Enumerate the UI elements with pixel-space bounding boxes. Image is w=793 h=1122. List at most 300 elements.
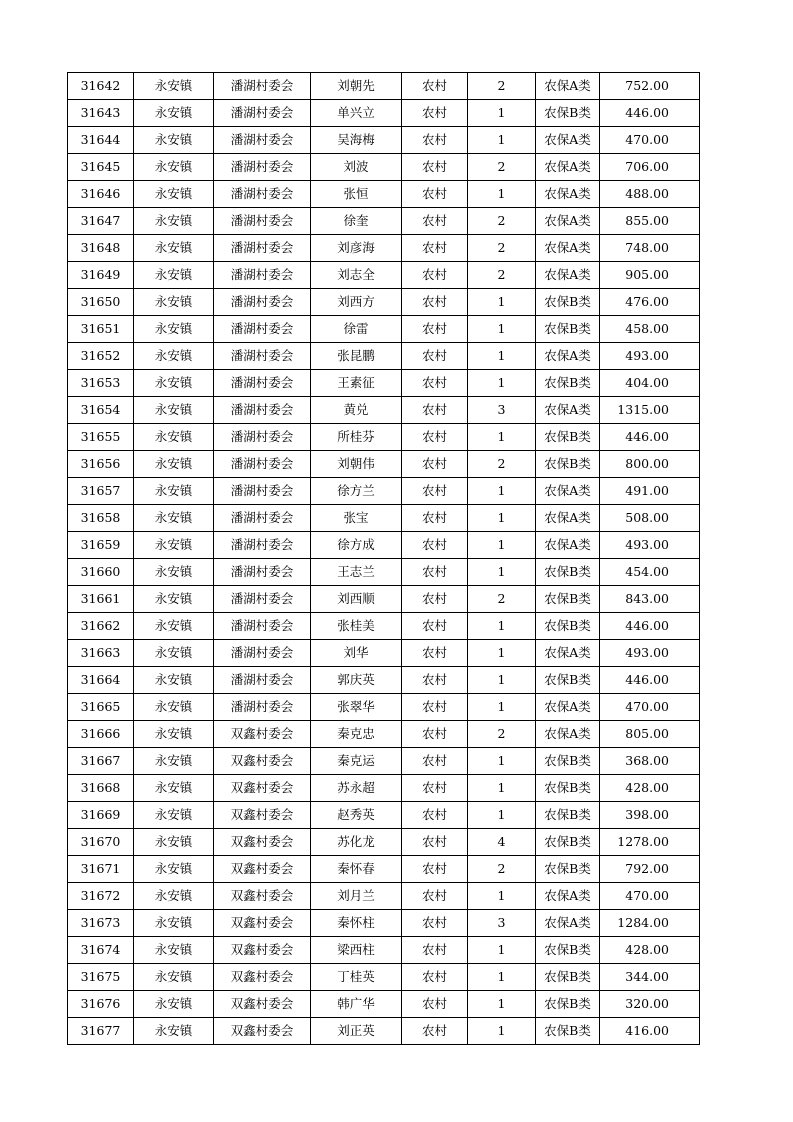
serial-number-cell: 31677 (68, 1018, 134, 1045)
household-type-cell: 农村 (402, 1018, 468, 1045)
town-cell: 永安镇 (134, 424, 214, 451)
village-committee-cell: 潘湖村委会 (214, 73, 311, 100)
person-count-cell: 2 (468, 154, 536, 181)
name-cell: 所桂芬 (311, 424, 402, 451)
serial-number-cell: 31645 (68, 154, 134, 181)
serial-number-cell: 31642 (68, 73, 134, 100)
household-type-cell: 农村 (402, 883, 468, 910)
table-row (68, 505, 700, 532)
amount-cell: 446.00 (600, 424, 700, 451)
town-cell: 永安镇 (134, 154, 214, 181)
amount-cell: 428.00 (600, 775, 700, 802)
town-cell: 永安镇 (134, 883, 214, 910)
village-committee-cell: 潘湖村委会 (214, 397, 311, 424)
serial-number-cell: 31666 (68, 721, 134, 748)
town-cell: 永安镇 (134, 964, 214, 991)
person-count-cell: 1 (468, 316, 536, 343)
serial-number-cell: 31662 (68, 613, 134, 640)
household-type-cell: 农村 (402, 343, 468, 370)
category-cell: 农保A类 (536, 343, 600, 370)
village-committee-cell: 潘湖村委会 (214, 154, 311, 181)
household-type-cell: 农村 (402, 154, 468, 181)
category-cell: 农保B类 (536, 370, 600, 397)
village-committee-cell: 潘湖村委会 (214, 343, 311, 370)
serial-number-cell: 31652 (68, 343, 134, 370)
amount-cell: 792.00 (600, 856, 700, 883)
town-cell: 永安镇 (134, 829, 214, 856)
category-cell: 农保A类 (536, 910, 600, 937)
amount-cell: 1284.00 (600, 910, 700, 937)
table-row (68, 1018, 700, 1045)
name-cell: 郭庆英 (311, 667, 402, 694)
serial-number-cell: 31654 (68, 397, 134, 424)
table-row (68, 775, 700, 802)
town-cell: 永安镇 (134, 73, 214, 100)
household-type-cell: 农村 (402, 181, 468, 208)
amount-cell: 344.00 (600, 964, 700, 991)
serial-number-cell: 31661 (68, 586, 134, 613)
category-cell: 农保A类 (536, 505, 600, 532)
village-committee-cell: 潘湖村委会 (214, 640, 311, 667)
amount-cell: 398.00 (600, 802, 700, 829)
town-cell: 永安镇 (134, 343, 214, 370)
category-cell: 农保A类 (536, 181, 600, 208)
name-cell: 梁西柱 (311, 937, 402, 964)
table-row (68, 478, 700, 505)
town-cell: 永安镇 (134, 370, 214, 397)
amount-cell: 843.00 (600, 586, 700, 613)
village-committee-cell: 潘湖村委会 (214, 424, 311, 451)
household-type-cell: 农村 (402, 964, 468, 991)
person-count-cell: 1 (468, 100, 536, 127)
category-cell: 农保A类 (536, 235, 600, 262)
household-type-cell: 农村 (402, 451, 468, 478)
amount-cell: 493.00 (600, 343, 700, 370)
town-cell: 永安镇 (134, 478, 214, 505)
table-row (68, 694, 700, 721)
household-type-cell: 农村 (402, 127, 468, 154)
serial-number-cell: 31644 (68, 127, 134, 154)
person-count-cell: 3 (468, 397, 536, 424)
town-cell: 永安镇 (134, 316, 214, 343)
table-body (68, 73, 700, 1045)
table-row (68, 370, 700, 397)
table-row (68, 964, 700, 991)
serial-number-cell: 31647 (68, 208, 134, 235)
name-cell: 秦克运 (311, 748, 402, 775)
person-count-cell: 2 (468, 73, 536, 100)
village-committee-cell: 潘湖村委会 (214, 478, 311, 505)
household-type-cell: 农村 (402, 829, 468, 856)
amount-cell: 752.00 (600, 73, 700, 100)
town-cell: 永安镇 (134, 586, 214, 613)
serial-number-cell: 31665 (68, 694, 134, 721)
town-cell: 永安镇 (134, 856, 214, 883)
household-type-cell: 农村 (402, 289, 468, 316)
village-committee-cell: 双鑫村委会 (214, 883, 311, 910)
table-row (68, 829, 700, 856)
town-cell: 永安镇 (134, 775, 214, 802)
person-count-cell: 1 (468, 1018, 536, 1045)
table-row (68, 748, 700, 775)
amount-cell: 320.00 (600, 991, 700, 1018)
town-cell: 永安镇 (134, 613, 214, 640)
household-type-cell: 农村 (402, 559, 468, 586)
village-committee-cell: 潘湖村委会 (214, 451, 311, 478)
amount-cell: 470.00 (600, 127, 700, 154)
village-committee-cell: 潘湖村委会 (214, 100, 311, 127)
serial-number-cell: 31673 (68, 910, 134, 937)
household-type-cell: 农村 (402, 208, 468, 235)
table-row (68, 262, 700, 289)
person-count-cell: 1 (468, 505, 536, 532)
amount-cell: 454.00 (600, 559, 700, 586)
town-cell: 永安镇 (134, 910, 214, 937)
town-cell: 永安镇 (134, 262, 214, 289)
serial-number-cell: 31674 (68, 937, 134, 964)
serial-number-cell: 31667 (68, 748, 134, 775)
village-committee-cell: 双鑫村委会 (214, 721, 311, 748)
amount-cell: 493.00 (600, 532, 700, 559)
household-type-cell: 农村 (402, 370, 468, 397)
serial-number-cell: 31672 (68, 883, 134, 910)
person-count-cell: 1 (468, 127, 536, 154)
person-count-cell: 1 (468, 802, 536, 829)
amount-cell: 805.00 (600, 721, 700, 748)
serial-number-cell: 31655 (68, 424, 134, 451)
category-cell: 农保A类 (536, 397, 600, 424)
town-cell: 永安镇 (134, 451, 214, 478)
table-row (68, 100, 700, 127)
data-table (67, 72, 700, 1045)
name-cell: 张昆鹏 (311, 343, 402, 370)
serial-number-cell: 31671 (68, 856, 134, 883)
person-count-cell: 1 (468, 289, 536, 316)
household-type-cell: 农村 (402, 505, 468, 532)
name-cell: 苏化龙 (311, 829, 402, 856)
name-cell: 刘朝先 (311, 73, 402, 100)
serial-number-cell: 31664 (68, 667, 134, 694)
household-type-cell: 农村 (402, 856, 468, 883)
town-cell: 永安镇 (134, 100, 214, 127)
town-cell: 永安镇 (134, 667, 214, 694)
category-cell: 农保B类 (536, 964, 600, 991)
serial-number-cell: 31658 (68, 505, 134, 532)
name-cell: 刘朝伟 (311, 451, 402, 478)
amount-cell: 476.00 (600, 289, 700, 316)
person-count-cell: 1 (468, 532, 536, 559)
table-row (68, 640, 700, 667)
amount-cell: 855.00 (600, 208, 700, 235)
serial-number-cell: 31660 (68, 559, 134, 586)
town-cell: 永安镇 (134, 127, 214, 154)
name-cell: 吴海梅 (311, 127, 402, 154)
category-cell: 农保B类 (536, 613, 600, 640)
category-cell: 农保A类 (536, 127, 600, 154)
table-row (68, 910, 700, 937)
table-row (68, 667, 700, 694)
serial-number-cell: 31659 (68, 532, 134, 559)
amount-cell: 491.00 (600, 478, 700, 505)
household-type-cell: 农村 (402, 478, 468, 505)
person-count-cell: 1 (468, 964, 536, 991)
name-cell: 黄兑 (311, 397, 402, 424)
village-committee-cell: 潘湖村委会 (214, 127, 311, 154)
serial-number-cell: 31675 (68, 964, 134, 991)
category-cell: 农保B类 (536, 748, 600, 775)
village-committee-cell: 潘湖村委会 (214, 505, 311, 532)
household-type-cell: 农村 (402, 100, 468, 127)
category-cell: 农保B类 (536, 667, 600, 694)
table-row (68, 991, 700, 1018)
name-cell: 王素征 (311, 370, 402, 397)
town-cell: 永安镇 (134, 208, 214, 235)
village-committee-cell: 双鑫村委会 (214, 829, 311, 856)
name-cell: 秦怀柱 (311, 910, 402, 937)
table-row (68, 397, 700, 424)
household-type-cell: 农村 (402, 802, 468, 829)
name-cell: 张恒 (311, 181, 402, 208)
person-count-cell: 1 (468, 424, 536, 451)
name-cell: 张桂美 (311, 613, 402, 640)
category-cell: 农保B类 (536, 316, 600, 343)
amount-cell: 446.00 (600, 100, 700, 127)
household-type-cell: 农村 (402, 262, 468, 289)
serial-number-cell: 31648 (68, 235, 134, 262)
table-row (68, 235, 700, 262)
village-committee-cell: 双鑫村委会 (214, 991, 311, 1018)
person-count-cell: 1 (468, 559, 536, 586)
village-committee-cell: 潘湖村委会 (214, 613, 311, 640)
serial-number-cell: 31669 (68, 802, 134, 829)
serial-number-cell: 31651 (68, 316, 134, 343)
category-cell: 农保A类 (536, 478, 600, 505)
category-cell: 农保B类 (536, 586, 600, 613)
table-row (68, 343, 700, 370)
town-cell: 永安镇 (134, 640, 214, 667)
amount-cell: 446.00 (600, 667, 700, 694)
village-committee-cell: 双鑫村委会 (214, 748, 311, 775)
person-count-cell: 1 (468, 640, 536, 667)
household-type-cell: 农村 (402, 397, 468, 424)
village-committee-cell: 潘湖村委会 (214, 532, 311, 559)
serial-number-cell: 31643 (68, 100, 134, 127)
category-cell: 农保B类 (536, 451, 600, 478)
village-committee-cell: 潘湖村委会 (214, 208, 311, 235)
name-cell: 单兴立 (311, 100, 402, 127)
table-row (68, 424, 700, 451)
person-count-cell: 2 (468, 586, 536, 613)
village-committee-cell: 潘湖村委会 (214, 370, 311, 397)
category-cell: 农保A类 (536, 73, 600, 100)
town-cell: 永安镇 (134, 532, 214, 559)
category-cell: 农保B类 (536, 559, 600, 586)
name-cell: 苏永超 (311, 775, 402, 802)
person-count-cell: 1 (468, 937, 536, 964)
household-type-cell: 农村 (402, 316, 468, 343)
household-type-cell: 农村 (402, 532, 468, 559)
table-row (68, 451, 700, 478)
person-count-cell: 3 (468, 910, 536, 937)
town-cell: 永安镇 (134, 181, 214, 208)
category-cell: 农保B类 (536, 100, 600, 127)
village-committee-cell: 双鑫村委会 (214, 856, 311, 883)
category-cell: 农保A类 (536, 532, 600, 559)
amount-cell: 800.00 (600, 451, 700, 478)
serial-number-cell: 31646 (68, 181, 134, 208)
table-row (68, 721, 700, 748)
table-row (68, 73, 700, 100)
amount-cell: 706.00 (600, 154, 700, 181)
table-row (68, 181, 700, 208)
amount-cell: 446.00 (600, 613, 700, 640)
person-count-cell: 1 (468, 748, 536, 775)
amount-cell: 493.00 (600, 640, 700, 667)
category-cell: 农保B类 (536, 991, 600, 1018)
amount-cell: 488.00 (600, 181, 700, 208)
person-count-cell: 2 (468, 208, 536, 235)
name-cell: 张翠华 (311, 694, 402, 721)
category-cell: 农保A类 (536, 721, 600, 748)
village-committee-cell: 潘湖村委会 (214, 181, 311, 208)
town-cell: 永安镇 (134, 694, 214, 721)
village-committee-cell: 潘湖村委会 (214, 262, 311, 289)
person-count-cell: 1 (468, 694, 536, 721)
village-committee-cell: 潘湖村委会 (214, 316, 311, 343)
name-cell: 徐方成 (311, 532, 402, 559)
person-count-cell: 1 (468, 613, 536, 640)
table-row (68, 316, 700, 343)
category-cell: 农保B类 (536, 829, 600, 856)
table-row (68, 856, 700, 883)
person-count-cell: 1 (468, 775, 536, 802)
category-cell: 农保B类 (536, 1018, 600, 1045)
household-type-cell: 农村 (402, 424, 468, 451)
person-count-cell: 1 (468, 181, 536, 208)
name-cell: 刘华 (311, 640, 402, 667)
name-cell: 刘波 (311, 154, 402, 181)
category-cell: 农保A类 (536, 154, 600, 181)
person-count-cell: 4 (468, 829, 536, 856)
household-type-cell: 农村 (402, 586, 468, 613)
name-cell: 韩广华 (311, 991, 402, 1018)
household-type-cell: 农村 (402, 910, 468, 937)
table-row (68, 937, 700, 964)
village-committee-cell: 双鑫村委会 (214, 775, 311, 802)
village-committee-cell: 双鑫村委会 (214, 937, 311, 964)
name-cell: 徐方兰 (311, 478, 402, 505)
person-count-cell: 1 (468, 667, 536, 694)
amount-cell: 470.00 (600, 883, 700, 910)
amount-cell: 428.00 (600, 937, 700, 964)
category-cell: 农保B类 (536, 856, 600, 883)
category-cell: 农保B类 (536, 424, 600, 451)
serial-number-cell: 31650 (68, 289, 134, 316)
table-row (68, 586, 700, 613)
town-cell: 永安镇 (134, 505, 214, 532)
person-count-cell: 2 (468, 721, 536, 748)
village-committee-cell: 潘湖村委会 (214, 235, 311, 262)
amount-cell: 1315.00 (600, 397, 700, 424)
household-type-cell: 农村 (402, 613, 468, 640)
amount-cell: 470.00 (600, 694, 700, 721)
person-count-cell: 1 (468, 370, 536, 397)
town-cell: 永安镇 (134, 235, 214, 262)
village-committee-cell: 潘湖村委会 (214, 667, 311, 694)
name-cell: 丁桂英 (311, 964, 402, 991)
category-cell: 农保A类 (536, 262, 600, 289)
amount-cell: 508.00 (600, 505, 700, 532)
table-row (68, 289, 700, 316)
person-count-cell: 2 (468, 451, 536, 478)
serial-number-cell: 31657 (68, 478, 134, 505)
village-committee-cell: 双鑫村委会 (214, 910, 311, 937)
table-row (68, 532, 700, 559)
household-type-cell: 农村 (402, 667, 468, 694)
amount-cell: 458.00 (600, 316, 700, 343)
person-count-cell: 1 (468, 883, 536, 910)
serial-number-cell: 31670 (68, 829, 134, 856)
amount-cell: 416.00 (600, 1018, 700, 1045)
town-cell: 永安镇 (134, 559, 214, 586)
name-cell: 秦怀春 (311, 856, 402, 883)
household-type-cell: 农村 (402, 694, 468, 721)
person-count-cell: 2 (468, 856, 536, 883)
person-count-cell: 1 (468, 478, 536, 505)
amount-cell: 1278.00 (600, 829, 700, 856)
town-cell: 永安镇 (134, 289, 214, 316)
village-committee-cell: 双鑫村委会 (214, 964, 311, 991)
category-cell: 农保A类 (536, 208, 600, 235)
table-row (68, 802, 700, 829)
household-type-cell: 农村 (402, 73, 468, 100)
table-row (68, 127, 700, 154)
town-cell: 永安镇 (134, 748, 214, 775)
serial-number-cell: 31676 (68, 991, 134, 1018)
amount-cell: 748.00 (600, 235, 700, 262)
town-cell: 永安镇 (134, 397, 214, 424)
name-cell: 秦克忠 (311, 721, 402, 748)
category-cell: 农保B类 (536, 289, 600, 316)
amount-cell: 905.00 (600, 262, 700, 289)
category-cell: 农保A类 (536, 883, 600, 910)
table-row (68, 613, 700, 640)
village-committee-cell: 双鑫村委会 (214, 1018, 311, 1045)
name-cell: 刘正英 (311, 1018, 402, 1045)
household-type-cell: 农村 (402, 937, 468, 964)
person-count-cell: 1 (468, 343, 536, 370)
category-cell: 农保A类 (536, 694, 600, 721)
name-cell: 刘西方 (311, 289, 402, 316)
table-row (68, 559, 700, 586)
name-cell: 徐奎 (311, 208, 402, 235)
name-cell: 刘月兰 (311, 883, 402, 910)
category-cell: 农保B类 (536, 802, 600, 829)
name-cell: 张宝 (311, 505, 402, 532)
category-cell: 农保A类 (536, 640, 600, 667)
town-cell: 永安镇 (134, 1018, 214, 1045)
household-type-cell: 农村 (402, 991, 468, 1018)
name-cell: 刘彦海 (311, 235, 402, 262)
village-committee-cell: 潘湖村委会 (214, 289, 311, 316)
table-row (68, 154, 700, 181)
name-cell: 刘志全 (311, 262, 402, 289)
town-cell: 永安镇 (134, 937, 214, 964)
amount-cell: 404.00 (600, 370, 700, 397)
town-cell: 永安镇 (134, 802, 214, 829)
household-type-cell: 农村 (402, 748, 468, 775)
person-count-cell: 2 (468, 235, 536, 262)
